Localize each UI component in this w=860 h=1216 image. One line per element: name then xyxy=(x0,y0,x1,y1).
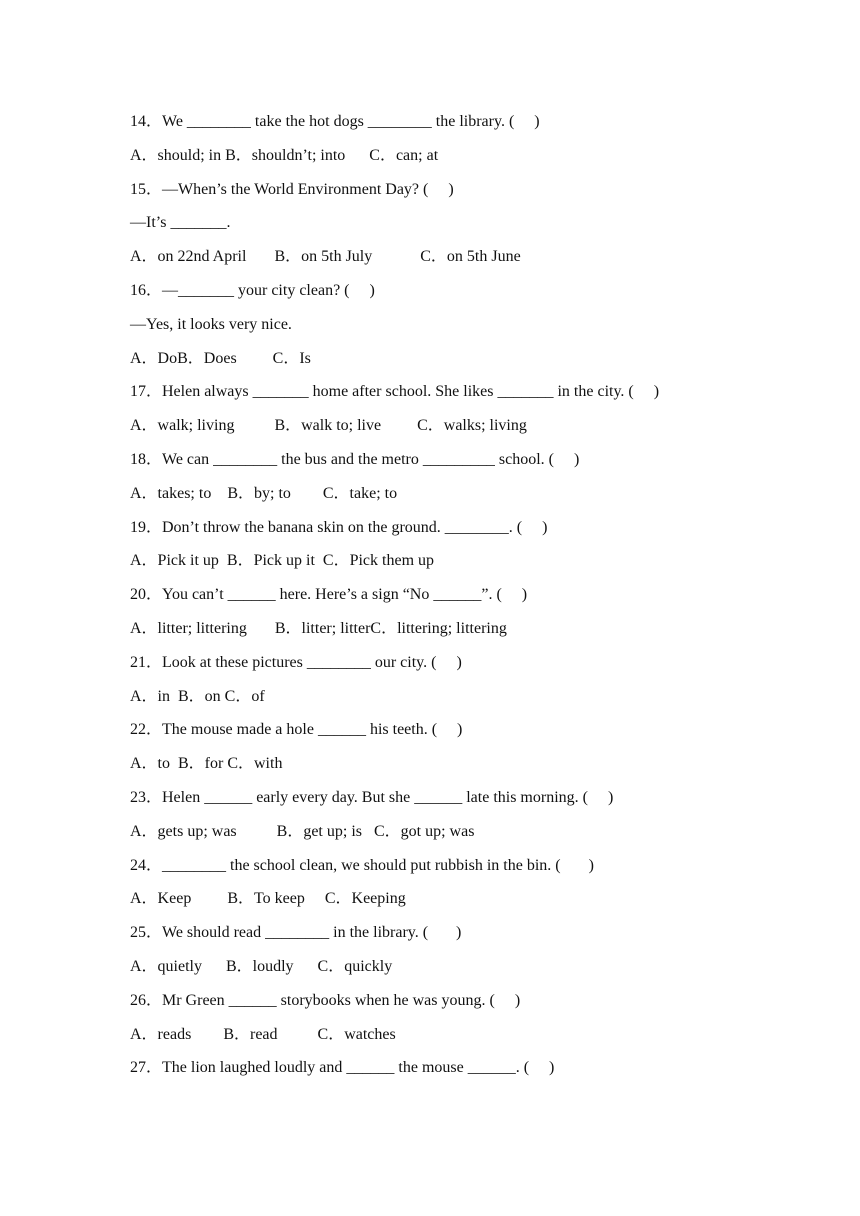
question-19-options: A．Pick it up B．Pick up it C．Pick them up xyxy=(130,552,435,570)
question-list xyxy=(130,109,750,1089)
question-24: 24．________ the school clean, we should put rubbish in the bin. ( ) xyxy=(130,856,594,874)
question-20-options: A．litter; littering B．litter; litterC．littering; littering xyxy=(130,619,507,637)
question-23: 23．Helen ______ early every day. But she ______ late this morning. ( ) xyxy=(130,788,614,806)
question-17-options: A．walk; living B．walk to; live C．walks; living xyxy=(130,417,527,435)
question-25-options: A．quietly B．loudly C．quickly xyxy=(130,957,393,975)
question-23-options: A．gets up; was B．get up; is C．got up; was xyxy=(130,822,475,840)
question-16: 16．—_______ your city clean? ( ) xyxy=(130,281,375,299)
question-25: 25．We should read ________ in the library. ( ) xyxy=(130,924,462,942)
question-21-options: A．in B．on C．of xyxy=(130,687,265,705)
question-18-options: A．takes; to B．by; to C．take; to xyxy=(130,484,398,502)
question-14: 14．We ________ take the hot dogs ________ the library. ( ) xyxy=(130,113,540,130)
question-17: 17．Helen always _______ home after school. She likes _______ in the city. ( ) xyxy=(130,383,660,401)
question-18: 18．We can ________ the bus and the metro _________ school. ( ) xyxy=(130,450,580,468)
question-19: 19．Don’t throw the banana skin on the ground. ________. ( ) xyxy=(130,518,548,536)
question-16-answer-line: —Yes, it looks very nice. xyxy=(130,315,292,333)
question-26-options: A．reads B．read C．watches xyxy=(130,1025,396,1043)
question-20: 20．You can’t ______ here. Here’s a sign “No ______”. ( ) xyxy=(130,586,528,604)
question-22: 22．The mouse made a hole ______ his teeth. ( ) xyxy=(130,721,463,739)
question-22-options: A．to B．for C．with xyxy=(130,755,283,773)
question-26: 26．Mr Green ______ storybooks when he was young. ( ) xyxy=(130,991,521,1009)
question-21: 21．Look at these pictures ________ our city. ( ) xyxy=(130,653,462,671)
question-15: 15．—When’s the World Environment Day? ( ) xyxy=(130,180,454,198)
question-15-answer-line: —It’s _______. xyxy=(130,214,231,232)
question-16-options: A．DoB．Does C．Is xyxy=(130,349,311,367)
question-15-options: A．on 22nd April B．on 5th July C．on 5th June xyxy=(130,248,521,266)
question-24-options: A．Keep B．To keep C．Keeping xyxy=(130,890,406,908)
question-14-options: A．should; in B．shouldn’t; into C．can; at xyxy=(130,146,439,164)
question-27: 27．The lion laughed loudly and ______ the mouse ______. ( ) xyxy=(130,1059,555,1077)
